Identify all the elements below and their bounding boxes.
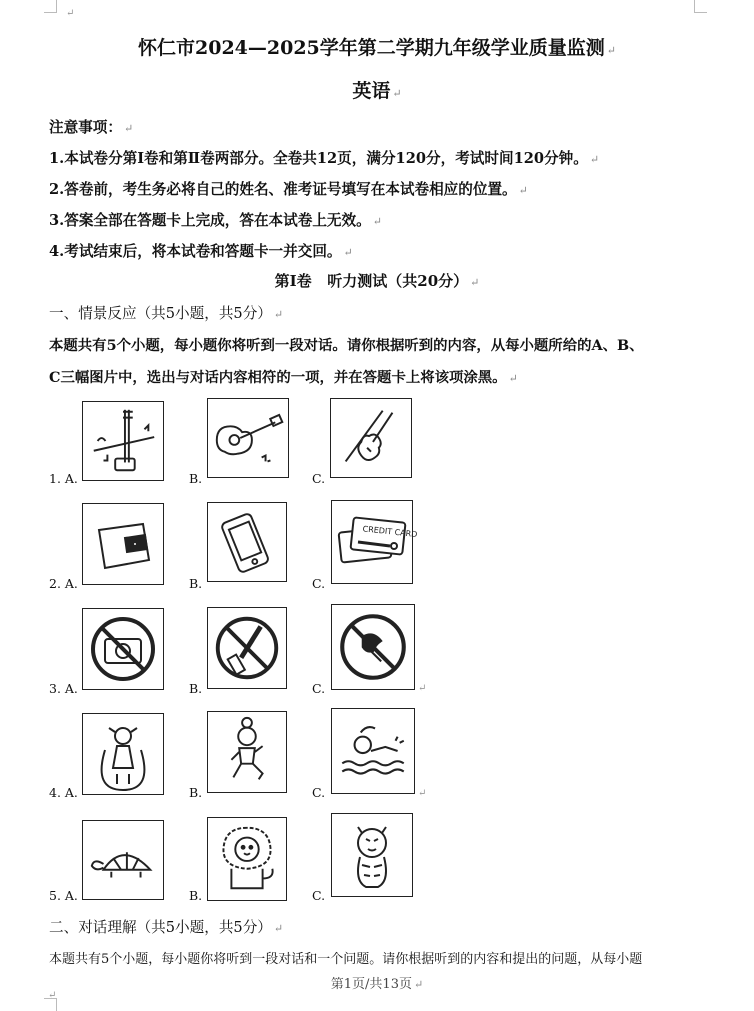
return-mark: ↵ [66,8,75,19]
option-label: B. [189,681,203,696]
option-label: C. [312,576,326,591]
return-mark: ↵ [48,990,57,1001]
option-3c-picture [331,604,415,690]
lion-icon [208,818,286,900]
girl-running-icon [208,712,286,792]
option-label: C. [312,888,326,903]
option-1a-picture [82,401,164,481]
option-1c-picture [330,398,412,478]
crop-mark [44,0,57,13]
option-label: B. [189,576,203,591]
no-smoking-icon [208,608,286,688]
return-mark: ↵ [418,788,427,799]
option-4c-picture [331,708,415,794]
girl-jumping-rope-icon [83,714,163,794]
option-4b-picture [207,711,287,793]
section2-heading: 二、对话理解（共5小题，共5分） ↵ [49,919,284,936]
return-mark: ↵ [418,683,427,694]
violin-icon [331,399,411,477]
option-label: B. [189,785,203,800]
note-item: 1.本试卷分第Ⅰ卷和第Ⅱ卷两部分。全卷共12页，满分120分，考试时间120分钟。 ↵ [49,150,600,167]
option-3a-picture [82,608,164,690]
option-4a-picture [82,713,164,795]
option-label: B. [189,471,203,486]
credit-card-text: CREDIT CARD [362,524,418,540]
section2-instruction: 本题共有5个小题，每小题你将听到一段对话和一个问题。请你根据听到的内容和提出的问题，从每小题 [49,952,643,967]
turtle-icon [83,821,163,899]
girl-swimming-icon [332,709,414,793]
erhu-icon [83,402,163,480]
option-label: C. [312,471,326,486]
note-item: 3.答案全部在答题卡上完成，答在本试卷上无效。 ↵ [49,212,382,229]
option-2c-picture [331,500,418,584]
question-number: 3. A. [49,681,78,696]
guitar-icon [208,399,288,477]
wallet-icon [83,504,163,584]
note-item: 2.答卷前，考生务必将自己的姓名、准考证号填写在本试卷相应的位置。 ↵ [49,181,528,198]
option-5b-picture [207,817,287,901]
page-number: 第1页/共13页 ↵ [330,977,424,992]
question-number: 2. A. [49,576,78,591]
subject-title: 英语 ↵ [352,80,402,102]
no-photo-icon [83,609,163,689]
section1-heading: 一、情景反应（共5小题，共5分） ↵ [49,305,284,322]
option-5c-picture [331,813,413,897]
option-3b-picture [207,607,287,689]
question-number: 5. A. [49,888,78,903]
note-item: 4.考试结束后，将本试卷和答题卡一并交回。 ↵ [49,243,353,260]
question-number: 1. A. [49,471,78,486]
exam-title: 怀仁市2024—2025学年第二学期九年级学业质量监测 ↵ [138,37,616,59]
section1-instruction: C三幅图片中，选出与对话内容相符的一项，并在答题卡上将该项涂黑。 ↵ [49,369,518,386]
option-label: B. [189,888,203,903]
question-number: 4. A. [49,785,78,800]
mobile-phone-icon [208,503,286,581]
tiger-icon [332,814,412,896]
notes-heading: 注意事项： ↵ [49,119,134,136]
option-2a-picture [82,503,164,585]
option-1b-picture [207,398,289,478]
option-label: C. [312,681,326,696]
no-eating-icon [332,605,414,689]
section1-instruction: 本题共有5个小题，每小题你将听到一段对话。请你根据听到的内容，从每小题所给的A、B、 [49,337,644,354]
part1-title: 第Ⅰ卷 听力测试（共20分） ↵ [274,272,480,290]
crop-mark [694,0,707,13]
option-2b-picture [207,502,287,582]
option-5a-picture [82,820,164,900]
credit-card-icon [332,501,418,583]
option-label: C. [312,785,326,800]
